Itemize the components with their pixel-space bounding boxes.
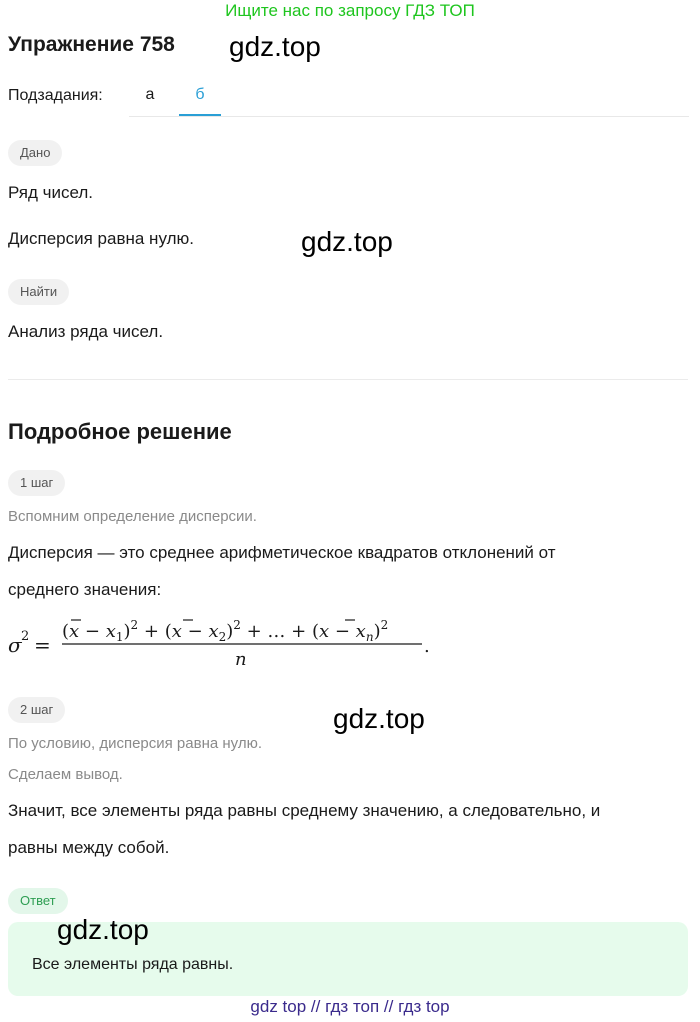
variance-formula bbox=[8, 608, 508, 672]
search-banner: Ищите нас по запросу ГДЗ ТОП bbox=[225, 1, 475, 20]
watermark: gdz.top bbox=[333, 703, 425, 734]
answer-pill: Ответ bbox=[8, 888, 68, 914]
find-line: Анализ ряда чисел. bbox=[8, 322, 164, 341]
step-2-pill: 2 шаг bbox=[8, 697, 65, 723]
svg-text:(x − x1)2 + (x − x2)2 + … + (x: $(x - x_1)^2 + (x - x_2)^2$ + … + $(x - x_n)^2$ bbox=[62, 618, 389, 644]
find-pill: Найти bbox=[8, 279, 69, 305]
watermark: gdz.top bbox=[301, 226, 393, 257]
step-2-hint-2: Сделаем вывод. bbox=[8, 766, 123, 783]
given-line-2: Дисперсия равна нулю. bbox=[8, 229, 194, 248]
svg-text:2: 2 bbox=[21, 629, 30, 644]
svg-text:.: . bbox=[424, 636, 430, 657]
footer-links[interactable]: gdz top // гдз топ // гдз top bbox=[250, 997, 450, 1016]
tab-subtask-a[interactable]: а bbox=[145, 86, 155, 103]
watermark: gdz.top bbox=[229, 31, 321, 62]
answer-text: Все элементы ряда равны. bbox=[32, 956, 234, 973]
step-2-line-2: равны между собой. bbox=[8, 838, 170, 857]
svg-text:=: = bbox=[34, 633, 51, 657]
step-2-hint-1: По условию, дисперсия равна нулю. bbox=[8, 735, 262, 752]
subtasks-label: Подзадания: bbox=[8, 87, 103, 104]
given-pill: Дано bbox=[8, 140, 62, 166]
solution-title: Подробное решение bbox=[8, 419, 232, 444]
step-1-line-1: Дисперсия — это среднее арифметическое квадратов отклонений от bbox=[8, 543, 556, 562]
step-1-pill: 1 шаг bbox=[8, 470, 65, 496]
step-1-line-2: среднего значения: bbox=[8, 580, 162, 599]
given-line-1: Ряд чисел. bbox=[8, 183, 94, 202]
step-2-line-1: Значит, все элементы ряда равны среднему значению, а следовательно, и bbox=[8, 801, 601, 820]
page-title: Упражнение 758 bbox=[8, 33, 175, 56]
tabs-divider bbox=[129, 116, 689, 117]
tab-subtask-b[interactable]: б bbox=[179, 86, 221, 116]
svg-text:n: n bbox=[235, 649, 247, 670]
step-1-hint: Вспомним определение дисперсии. bbox=[8, 508, 257, 525]
watermark: gdz.top bbox=[57, 914, 149, 945]
section-divider bbox=[8, 379, 688, 380]
svg-text:σ: σ bbox=[8, 633, 22, 657]
variance-formula-svg bbox=[8, 608, 508, 672]
